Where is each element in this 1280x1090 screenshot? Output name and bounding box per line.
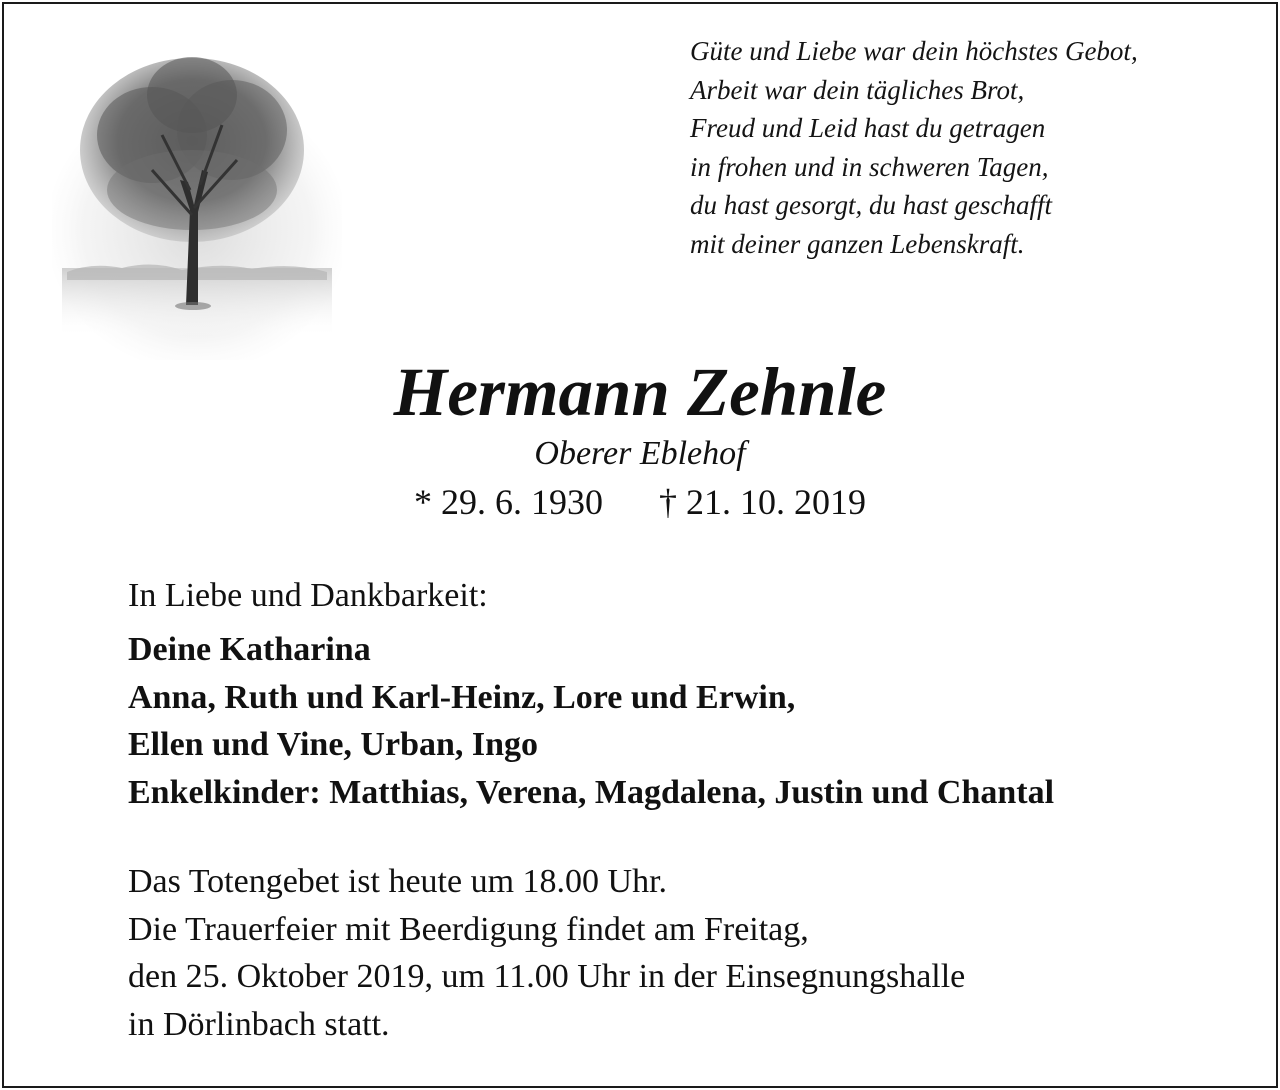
deceased-name: Hermann Zehnle (393, 354, 887, 430)
life-dates (0, 480, 1280, 524)
poem-line: in frohen und in schweren Tagen, (690, 151, 1049, 182)
funeral-notice (128, 858, 1054, 1048)
poem-line: Arbeit war dein tägliches Brot, (690, 74, 1025, 105)
notice-line: in Dörlinbach statt. (128, 1005, 390, 1043)
poem (690, 32, 1138, 263)
poem-line: Freud und Leid hast du getragen (690, 113, 1046, 143)
mourners-intro: In Liebe und Dankbarkeit: (128, 577, 488, 614)
obituary-body (128, 572, 1054, 1048)
notice-line: Das Totengebet ist heute um 18.00 Uhr. (128, 863, 668, 900)
deceased-place: Oberer Eblehof (534, 435, 746, 472)
mourner-line: Anna, Ruth und Karl-Heinz, Lore und Erwin, (128, 678, 796, 716)
notice-line: den 25. Oktober 2019, um 11.00 Uhr in der Einsegnungshalle (128, 958, 966, 995)
mourner-line: Deine Katharina (128, 631, 371, 668)
mourner-line: Enkelkinder: Matthias, Verena, Magdalena, Justin und Chantal (128, 773, 1055, 811)
birth-date: * 29. 6. 1930 (414, 482, 603, 522)
mourners-list (128, 626, 1054, 816)
poem-line: Güte und Liebe war dein höchstes Gebot, (690, 36, 1138, 66)
notice-line: Die Trauerfeier mit Beerdigung findet am Freitag, (128, 910, 809, 948)
poem-line: mit deiner ganzen Lebenskraft. (690, 228, 1025, 259)
death-date: † 21. 10. 2019 (659, 482, 866, 522)
tree-icon (52, 40, 342, 360)
poem-line: du hast gesorgt, du hast geschafft (690, 190, 1052, 220)
mourner-line: Ellen und Vine, Urban, Ingo (128, 726, 539, 763)
